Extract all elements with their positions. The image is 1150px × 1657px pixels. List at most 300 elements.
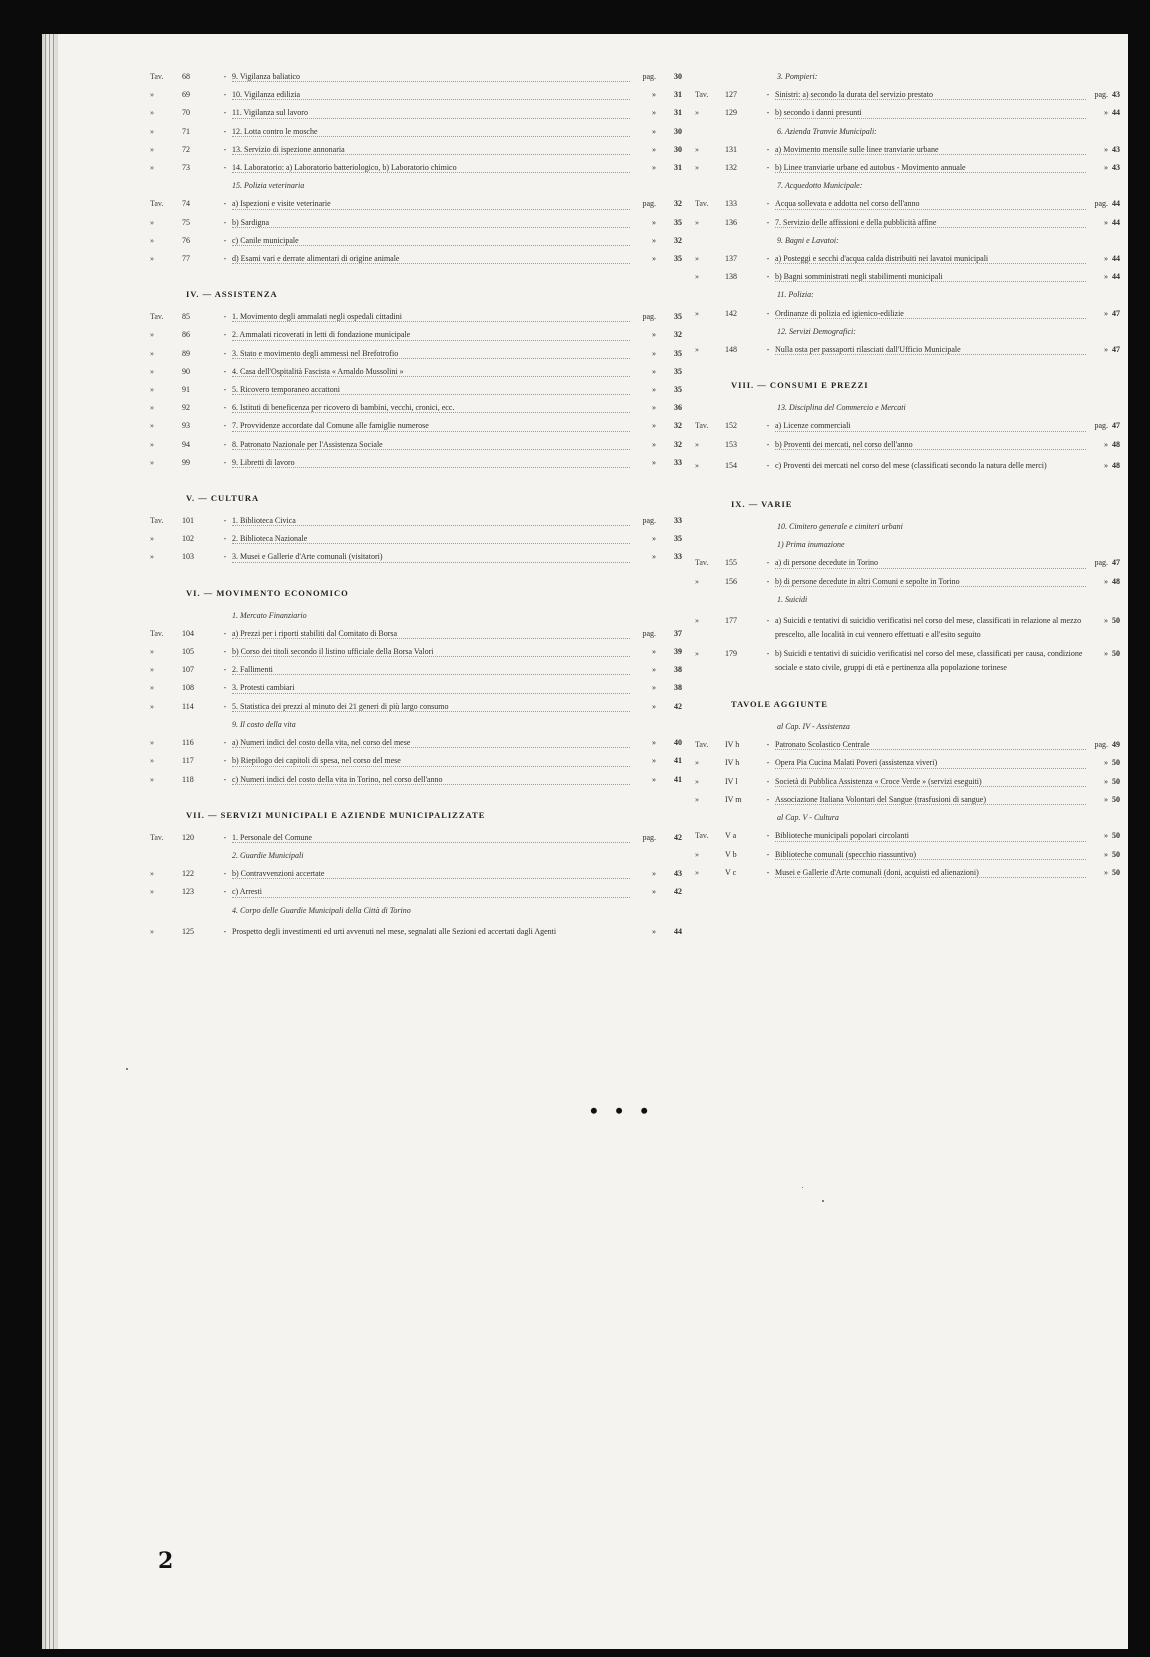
page-label: » bbox=[1104, 254, 1108, 264]
page-ref: 35 bbox=[674, 254, 682, 264]
page-ref: 37 bbox=[674, 628, 682, 638]
entry-title bbox=[775, 846, 1088, 864]
entry-title bbox=[232, 661, 632, 679]
page-ref: 35 bbox=[674, 312, 682, 322]
subsection-heading: 3. Pompieri: bbox=[777, 72, 818, 81]
page-label: pag. bbox=[642, 628, 656, 638]
entry-title-text: b) Sardigna bbox=[232, 217, 270, 227]
table-label: » bbox=[150, 457, 154, 467]
page-label: » bbox=[1104, 649, 1108, 659]
page-label: » bbox=[652, 457, 656, 467]
entry-title bbox=[775, 864, 1088, 882]
page-ref: 41 bbox=[674, 756, 682, 766]
table-label: » bbox=[150, 683, 154, 693]
entry-title-text: Acqua sollevata e addotta nel corso dell'anno bbox=[775, 199, 920, 209]
entry-title-text: Nulla osta per passaporti rilasciati dall'Ufficio Municipale bbox=[775, 345, 961, 355]
entry-dash: - bbox=[766, 90, 770, 100]
index-entry bbox=[150, 345, 682, 363]
entry-title-text: 8. Patronato Nazionale per l'Assistenza Sociale bbox=[232, 439, 383, 449]
index-entry bbox=[695, 573, 1120, 591]
page-ref: 33 bbox=[674, 457, 682, 467]
table-label: » bbox=[695, 794, 699, 804]
entry-title bbox=[232, 923, 632, 939]
entry-dash: - bbox=[223, 385, 227, 395]
index-entry bbox=[695, 791, 1120, 809]
page-ref: 33 bbox=[674, 552, 682, 562]
index-left-column bbox=[150, 68, 682, 944]
index-entry bbox=[150, 308, 682, 326]
table-label: Tav. bbox=[695, 421, 709, 431]
table-number: 117 bbox=[182, 756, 194, 766]
page-ref: 44 bbox=[1112, 199, 1120, 209]
subsection-heading: 11. Polizia: bbox=[777, 290, 814, 300]
entry-dash: - bbox=[766, 794, 770, 804]
table-label: » bbox=[695, 576, 699, 586]
entry-dash: - bbox=[223, 348, 227, 358]
index-right-column bbox=[695, 68, 1120, 882]
page-ref: 48 bbox=[1112, 439, 1120, 449]
table-number: 177 bbox=[725, 616, 737, 626]
entry-dash: - bbox=[223, 366, 227, 376]
table-label: Tav. bbox=[150, 628, 164, 638]
entry-title-text: c) Canile municipale bbox=[232, 235, 299, 245]
subsection-heading: 13. Disciplina del Commercio e Mercati bbox=[777, 403, 906, 413]
table-number: 102 bbox=[182, 534, 194, 544]
table-number: 179 bbox=[725, 649, 737, 659]
table-number: 137 bbox=[725, 254, 737, 264]
table-label: » bbox=[150, 254, 154, 264]
entry-dash: - bbox=[223, 108, 227, 118]
entry-dash: - bbox=[766, 776, 770, 786]
table-label: » bbox=[695, 616, 699, 626]
index-entry bbox=[150, 141, 682, 159]
entry-title-text: 6. Istituti di beneficenza per ricovero di bambini, vecchi, cronici, ecc. bbox=[232, 403, 455, 413]
page-ref: 40 bbox=[674, 738, 682, 748]
entry-dash: - bbox=[223, 516, 227, 526]
index-entry bbox=[150, 123, 682, 141]
table-label: Tav. bbox=[695, 199, 709, 209]
table-label: Tav. bbox=[695, 558, 709, 568]
entry-title-text: 2. Ammalati ricoverati in letti di fondazione municipale bbox=[232, 330, 411, 340]
table-label: » bbox=[150, 144, 154, 154]
entry-dash: - bbox=[223, 774, 227, 784]
index-entry bbox=[695, 341, 1120, 359]
entry-dash: - bbox=[223, 403, 227, 413]
page-ref: 50 bbox=[1112, 649, 1120, 659]
page-ref: 31 bbox=[674, 108, 682, 118]
page-ref: 41 bbox=[674, 774, 682, 784]
page-ref: 50 bbox=[1112, 758, 1120, 768]
entry-dash: - bbox=[766, 460, 770, 470]
entry-title-text: 1. Biblioteca Civica bbox=[232, 516, 296, 526]
table-number: 132 bbox=[725, 163, 737, 173]
index-entry bbox=[695, 457, 1120, 475]
page-label: » bbox=[652, 385, 656, 395]
page-label: » bbox=[652, 235, 656, 245]
index-entry bbox=[150, 250, 682, 268]
page-ref: 44 bbox=[1112, 254, 1120, 264]
index-entry bbox=[150, 159, 682, 177]
page-ref: 30 bbox=[674, 72, 682, 81]
entry-title-text: 2. Biblioteca Nazionale bbox=[232, 534, 308, 544]
page-ref: 30 bbox=[674, 126, 682, 136]
entry-title bbox=[775, 736, 1088, 754]
page-ref: 30 bbox=[674, 144, 682, 154]
entry-title bbox=[232, 195, 632, 213]
entry-title-text: Società di Pubblica Assistenza « Croce Verde » (servizi eseguiti) bbox=[775, 776, 982, 786]
entry-title bbox=[775, 341, 1088, 359]
index-entry bbox=[150, 232, 682, 250]
page-label: » bbox=[652, 163, 656, 173]
page-ref: 42 bbox=[674, 832, 682, 842]
entry-dash: - bbox=[223, 235, 227, 245]
table-label: » bbox=[695, 649, 699, 659]
entry-title bbox=[775, 214, 1088, 232]
entry-title-text: 10. Vigilanza edilizia bbox=[232, 90, 301, 100]
table-number: 70 bbox=[182, 108, 190, 118]
table-label: » bbox=[150, 774, 154, 784]
page-label: » bbox=[652, 552, 656, 562]
entry-title bbox=[232, 399, 632, 417]
entry-dash: - bbox=[766, 108, 770, 118]
table-label: » bbox=[695, 460, 699, 470]
page-label: » bbox=[1104, 460, 1108, 470]
index-entry bbox=[150, 512, 682, 530]
entry-title-text: Opera Pia Cucina Malati Poveri (assistenza viveri) bbox=[775, 758, 938, 768]
entry-dash: - bbox=[766, 421, 770, 431]
page-ref: 32 bbox=[674, 199, 682, 209]
entry-title bbox=[232, 883, 632, 901]
page-label: » bbox=[652, 869, 656, 879]
table-label: » bbox=[150, 869, 154, 879]
table-label: » bbox=[150, 163, 154, 173]
table-label: Tav. bbox=[695, 90, 709, 100]
page-ref: 42 bbox=[674, 887, 682, 897]
index-entry bbox=[150, 399, 682, 417]
entry-title-text: 13. Servizio di ispezione annonaria bbox=[232, 144, 345, 154]
table-label: Tav. bbox=[150, 832, 164, 842]
table-number: 120 bbox=[182, 832, 194, 842]
page-ref: 50 bbox=[1112, 831, 1120, 841]
index-entry bbox=[150, 698, 682, 716]
subsection-heading: 12. Servizi Demografici: bbox=[777, 326, 856, 336]
table-number: 118 bbox=[182, 774, 194, 784]
page-ref: 38 bbox=[674, 665, 682, 675]
entry-dash: - bbox=[223, 926, 227, 936]
table-label: » bbox=[150, 366, 154, 376]
table-label: Tav. bbox=[695, 831, 709, 841]
entry-title-text: b) Riepilogo dei capitoli di spesa, nel corso del mese bbox=[232, 756, 401, 766]
table-label: » bbox=[150, 385, 154, 395]
page-label: » bbox=[1104, 576, 1108, 586]
entry-title bbox=[775, 268, 1088, 286]
page-ref: 44 bbox=[674, 926, 682, 936]
table-number: 71 bbox=[182, 126, 190, 136]
page-label: » bbox=[1104, 831, 1108, 841]
index-entry bbox=[150, 68, 682, 86]
page-label: » bbox=[652, 701, 656, 711]
entry-dash: - bbox=[766, 163, 770, 173]
page-label: » bbox=[652, 366, 656, 376]
entry-dash: - bbox=[223, 756, 227, 766]
entry-dash: - bbox=[223, 72, 227, 81]
entry-dash: - bbox=[766, 345, 770, 355]
entry-title-text: Biblioteche comunali (specchio riassuntivo) bbox=[775, 849, 917, 859]
entry-title bbox=[232, 752, 632, 770]
page-label: » bbox=[652, 421, 656, 431]
page-label: » bbox=[1104, 794, 1108, 804]
entry-title bbox=[232, 734, 632, 752]
table-number: 104 bbox=[182, 628, 194, 638]
subsection-heading: 15. Polizia veterinaria bbox=[232, 181, 305, 191]
entry-title-text: 1. Personale del Comune bbox=[232, 832, 312, 842]
table-number: 125 bbox=[182, 926, 194, 936]
index-entry bbox=[695, 86, 1120, 104]
subsection-heading: 1. Suicidi bbox=[777, 594, 808, 604]
table-number: 93 bbox=[182, 421, 190, 431]
entry-title bbox=[775, 195, 1088, 213]
table-label: » bbox=[150, 235, 154, 245]
entry-title bbox=[232, 771, 632, 789]
entry-title bbox=[232, 363, 632, 381]
subsection-heading: 9. Bagni e Lavatoi: bbox=[777, 235, 839, 245]
entry-dash: - bbox=[766, 199, 770, 209]
entry-title bbox=[775, 573, 1088, 591]
table-label: » bbox=[695, 308, 699, 318]
section-heading: VIII. — CONSUMI E PREZZI bbox=[731, 380, 869, 391]
page-ref: 43 bbox=[1112, 90, 1120, 100]
index-entry bbox=[150, 734, 682, 752]
index-entry bbox=[695, 417, 1120, 435]
entry-title-text: 11. Vigilanza sul lavoro bbox=[232, 108, 308, 118]
entry-dash: - bbox=[766, 849, 770, 859]
entry-title bbox=[232, 381, 632, 399]
entry-dash: - bbox=[223, 647, 227, 657]
section-heading: IX. — VARIE bbox=[731, 499, 793, 510]
entry-title-text: 9. Libretti di lavoro bbox=[232, 457, 295, 467]
entry-title bbox=[232, 512, 632, 530]
entry-title-text: 4. Casa dell'Ospitalità Fascista « Arnaldo Mussolini » bbox=[232, 366, 404, 376]
table-number: 72 bbox=[182, 144, 190, 154]
index-entry bbox=[150, 195, 682, 213]
table-label: Tav. bbox=[695, 740, 709, 750]
index-entry bbox=[695, 104, 1120, 122]
table-number: 127 bbox=[725, 90, 737, 100]
table-label: » bbox=[150, 108, 154, 118]
entry-dash: - bbox=[766, 831, 770, 841]
index-entry bbox=[695, 645, 1120, 675]
table-label: » bbox=[695, 254, 699, 264]
entry-title bbox=[775, 417, 1088, 435]
table-number: 122 bbox=[182, 869, 194, 879]
page-ref: 35 bbox=[674, 385, 682, 395]
entry-title-text: a) Prezzi per i riporti stabiliti dal Comitato di Borsa bbox=[232, 628, 398, 638]
entry-title bbox=[232, 214, 632, 232]
table-label: » bbox=[150, 552, 154, 562]
page-ref: 48 bbox=[1112, 576, 1120, 586]
entry-dash: - bbox=[766, 867, 770, 877]
index-entry bbox=[150, 883, 682, 901]
page-label: pag. bbox=[642, 516, 656, 526]
entry-title-text: b) Bagni somministrati negli stabilimenti municipali bbox=[775, 272, 943, 282]
page-label: » bbox=[652, 126, 656, 136]
entry-title bbox=[232, 86, 632, 104]
entry-title-text: 5. Statistica dei prezzi al minuto dei 21 generi di più largo consumo bbox=[232, 701, 449, 711]
page-label: » bbox=[652, 403, 656, 413]
entry-dash: - bbox=[223, 738, 227, 748]
entry-dash: - bbox=[766, 272, 770, 282]
table-number: 123 bbox=[182, 887, 194, 897]
section-heading: TAVOLE AGGIUNTE bbox=[731, 699, 828, 710]
entry-title-text: c) Numeri indici del costo della vita in Torino, nel corso dell'anno bbox=[232, 774, 443, 784]
entry-title-text: b) Contravvenzioni accertate bbox=[232, 869, 325, 879]
entry-title-text: Patronato Scolastico Centrale bbox=[775, 740, 870, 750]
book-spine bbox=[42, 34, 58, 1649]
entry-title bbox=[775, 86, 1088, 104]
entry-title-text: a) Ispezioni e visite veterinarie bbox=[232, 199, 331, 209]
index-entry bbox=[150, 381, 682, 399]
page-ref: 50 bbox=[1112, 776, 1120, 786]
entry-dash: - bbox=[223, 683, 227, 693]
entry-title-text: a) di persone decedute in Torino bbox=[775, 558, 879, 568]
entry-title-text: 9. Vigilanza baliatico bbox=[232, 72, 301, 81]
entry-title bbox=[775, 612, 1088, 642]
page-label: » bbox=[652, 926, 656, 936]
index-entry bbox=[150, 326, 682, 344]
index-entry bbox=[695, 827, 1120, 845]
entry-title bbox=[232, 123, 632, 141]
entry-title bbox=[775, 827, 1088, 845]
entry-dash: - bbox=[223, 90, 227, 100]
page-ref: 38 bbox=[674, 683, 682, 693]
entry-title-text: Prospetto degli investimenti ed urti avvenuti nel mese, segnalati alle Sezioni ed accertati dagli Agenti bbox=[232, 926, 557, 936]
page-ref: 42 bbox=[674, 701, 682, 711]
entry-dash: - bbox=[766, 254, 770, 264]
entry-dash: - bbox=[223, 869, 227, 879]
table-number: 156 bbox=[725, 576, 737, 586]
subsection-heading: al Cap. IV - Assistenza bbox=[777, 722, 850, 732]
table-label: » bbox=[150, 534, 154, 544]
table-label: » bbox=[150, 756, 154, 766]
page-label: » bbox=[1104, 345, 1108, 355]
table-number: 153 bbox=[725, 439, 737, 449]
table-number: IV h bbox=[725, 740, 740, 750]
entry-title bbox=[775, 554, 1088, 572]
entry-title-text: 3. Stato e movimento degli ammessi nel Brefotrofio bbox=[232, 348, 399, 358]
entry-dash: - bbox=[223, 832, 227, 842]
page-label: » bbox=[1104, 163, 1108, 173]
page-label: » bbox=[1104, 758, 1108, 768]
page-ref: 35 bbox=[674, 366, 682, 376]
entry-title-text: Ordinanze di polizia ed igienico-edilizie bbox=[775, 308, 904, 318]
page-label: » bbox=[652, 647, 656, 657]
table-label: Tav. bbox=[150, 312, 164, 322]
entry-dash: - bbox=[223, 126, 227, 136]
table-number: 90 bbox=[182, 366, 190, 376]
subsection-heading: 4. Corpo delle Guardie Municipali della Città di Torino bbox=[232, 905, 411, 915]
page-ref: 44 bbox=[1112, 272, 1120, 282]
entry-dash: - bbox=[223, 144, 227, 154]
page-ref: 43 bbox=[1112, 163, 1120, 173]
entry-title bbox=[232, 530, 632, 548]
page-label: » bbox=[1104, 308, 1108, 318]
page-ref: 50 bbox=[1112, 849, 1120, 859]
index-entry bbox=[150, 865, 682, 883]
entry-title bbox=[775, 645, 1088, 675]
page-label: » bbox=[1104, 867, 1108, 877]
page-label: » bbox=[652, 108, 656, 118]
entry-title-text: 7. Provvidenze accordate dal Comune alle famiglie numerose bbox=[232, 421, 429, 431]
entry-title bbox=[232, 454, 632, 472]
table-label: » bbox=[150, 701, 154, 711]
page-ref: 47 bbox=[1112, 421, 1120, 431]
subsection-heading: 10. Cimitero generale e cimiteri urbani bbox=[777, 522, 903, 532]
page-ref: 48 bbox=[1112, 460, 1120, 470]
table-number: IV l bbox=[725, 776, 738, 786]
subsection-heading: 9. Il costo della vita bbox=[232, 719, 296, 729]
subsection-heading: 1) Prima inumazione bbox=[777, 540, 845, 550]
page-ref: 49 bbox=[1112, 740, 1120, 750]
table-number: 105 bbox=[182, 647, 194, 657]
entry-title-text: Sinistri: a) secondo la durata del servizio prestato bbox=[775, 90, 933, 100]
entry-title-text: a) Numeri indici del costo della vita, nel corso del mese bbox=[232, 738, 411, 748]
entry-title bbox=[232, 417, 632, 435]
entry-title bbox=[232, 436, 632, 454]
table-label: » bbox=[150, 421, 154, 431]
entry-title bbox=[232, 68, 632, 86]
entry-title-text: b) Linee tranviarie urbane ed autobus - Movimento annuale bbox=[775, 163, 966, 173]
index-entry bbox=[150, 104, 682, 122]
table-label: » bbox=[695, 439, 699, 449]
section-separator: • • • bbox=[590, 1098, 655, 1123]
entry-title-text: b) Corso dei titoli secondo il listino ufficiale della Borsa Valori bbox=[232, 647, 434, 657]
table-number: 136 bbox=[725, 217, 737, 227]
table-label: » bbox=[150, 439, 154, 449]
entry-dash: - bbox=[223, 457, 227, 467]
table-number: 75 bbox=[182, 217, 190, 227]
index-entry bbox=[695, 214, 1120, 232]
entry-dash: - bbox=[766, 558, 770, 568]
table-label: » bbox=[150, 90, 154, 100]
index-entry bbox=[695, 554, 1120, 572]
table-number: 76 bbox=[182, 235, 190, 245]
entry-title bbox=[775, 159, 1088, 177]
page-ref: 35 bbox=[674, 348, 682, 358]
table-label: » bbox=[150, 665, 154, 675]
table-label: » bbox=[695, 758, 699, 768]
entry-title bbox=[232, 679, 632, 697]
entry-title-text: 7. Servizio delle affissioni e della pubblicità affine bbox=[775, 217, 937, 227]
page-label: » bbox=[652, 683, 656, 693]
table-number: V b bbox=[725, 849, 737, 859]
page-label: » bbox=[652, 774, 656, 784]
entry-title-text: a) Posteggi e secchi d'acqua calda distribuiti nei lavatoi municipali bbox=[775, 254, 989, 264]
page-ref: 39 bbox=[674, 647, 682, 657]
page-label: » bbox=[652, 144, 656, 154]
page-label: » bbox=[652, 756, 656, 766]
table-number: 108 bbox=[182, 683, 194, 693]
page-ref: 43 bbox=[1112, 144, 1120, 154]
index-entry bbox=[695, 305, 1120, 323]
entry-title-text: b) Proventi dei mercati, nel corso dell'anno bbox=[775, 439, 913, 449]
table-number: 116 bbox=[182, 738, 194, 748]
table-number: 99 bbox=[182, 457, 190, 467]
entry-title bbox=[232, 104, 632, 122]
entry-dash: - bbox=[766, 616, 770, 626]
entry-dash: - bbox=[766, 576, 770, 586]
table-label: » bbox=[150, 738, 154, 748]
entry-title bbox=[232, 308, 632, 326]
